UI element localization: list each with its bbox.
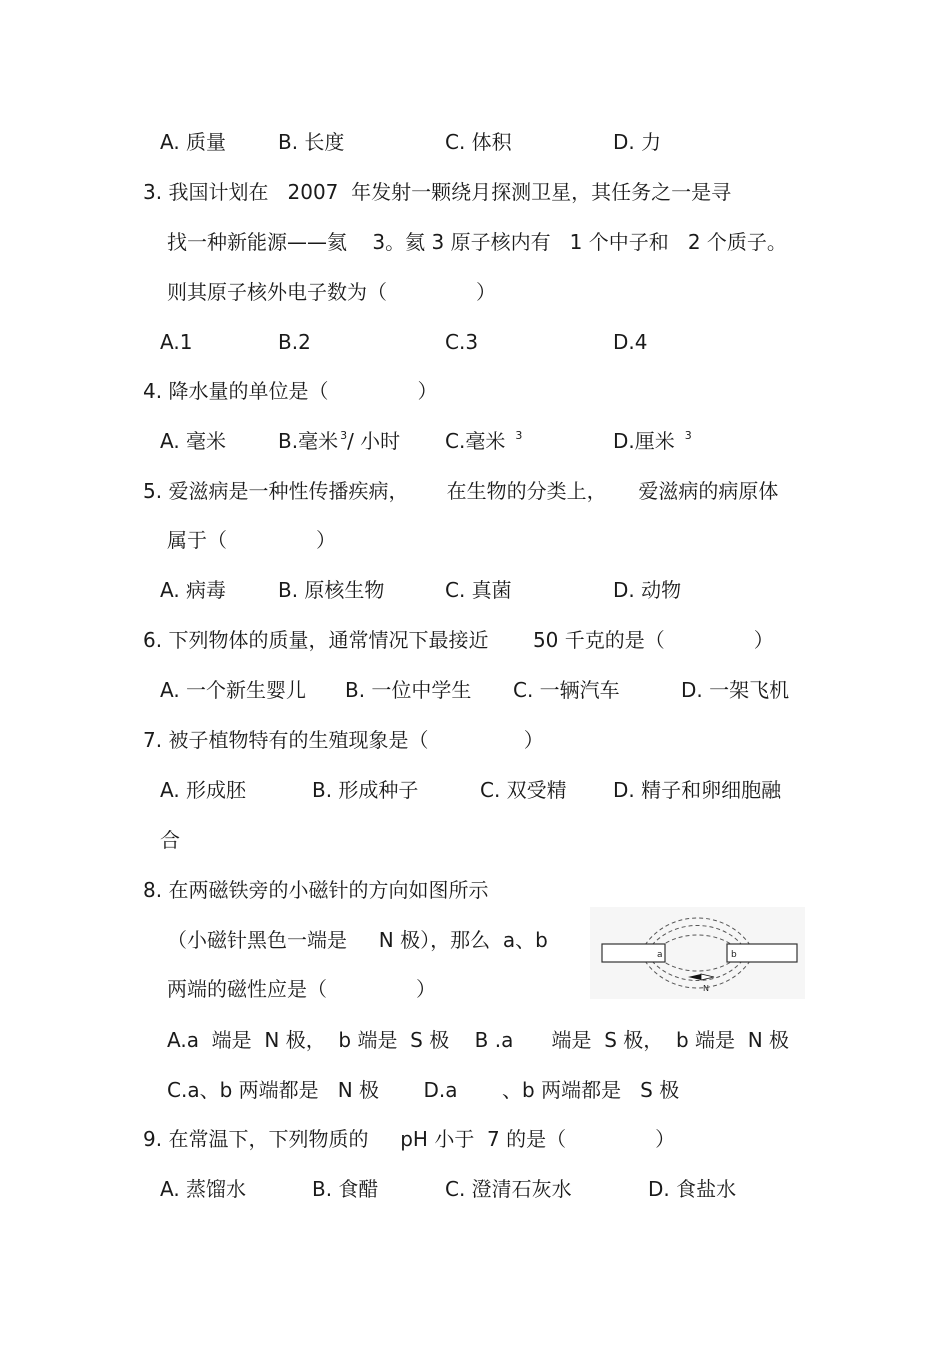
q7-option-a: A. 形成胚 xyxy=(160,778,247,802)
q2-option-b: B. 长度 xyxy=(278,130,345,154)
q4-option-c-text: C.毫米 xyxy=(445,429,506,453)
q7-stem: 7. 被子植物特有的生殖现象是（ ） xyxy=(143,728,544,752)
q5-stem-line1: 5. 爱滋病是一种性传播疾病， 在生物的分类上， 爱滋病的病原体 xyxy=(143,479,779,503)
q3-option-b: B.2 xyxy=(278,330,311,354)
label-n: N xyxy=(703,984,709,993)
q5-option-a: A. 病毒 xyxy=(160,578,227,602)
q3-stem-line2: 找一种新能源——氦 3。氦 3 原子核内有 1 个中子和 2 个质子。 xyxy=(167,230,787,254)
q4-option-a: A. 毫米 xyxy=(160,429,227,453)
left-magnet xyxy=(602,944,665,962)
label-a: a xyxy=(657,950,663,960)
q4-option-d xyxy=(613,429,692,457)
q3-option-d: D.4 xyxy=(613,330,648,354)
q5-stem-line2: 属于（ ） xyxy=(167,528,337,552)
q6-option-a: A. 一个新生婴儿 xyxy=(160,678,307,702)
q2-option-d: D. 力 xyxy=(613,130,662,154)
q4-option-b xyxy=(278,429,400,457)
q5-option-c: C. 真菌 xyxy=(445,578,512,602)
q7-option-c: C. 双受精 xyxy=(480,778,567,802)
q9-option-a: A. 蒸馏水 xyxy=(160,1177,247,1201)
q3-option-a: A.1 xyxy=(160,330,193,354)
q4-option-d-text: D.厘米 xyxy=(613,429,675,453)
q6-stem: 6. 下列物体的质量，通常情况下最接近 50 千克的是（ ） xyxy=(143,628,774,652)
q6-option-b: B. 一位中学生 xyxy=(345,678,472,702)
q4-stem: 4. 降水量的单位是（ ） xyxy=(143,379,438,403)
q8-stem-line3: 两端的磁性应是（ ） xyxy=(167,977,437,1001)
q8-stem-line2: （小磁针黑色一端是 N 极），那么 a、b xyxy=(167,928,548,952)
q9-option-d: D. 食盐水 xyxy=(648,1177,737,1201)
q8-options-ab: A.a 端是 N 极， b 端是 S 极 B .a 端是 S 极， b 端是 N 极 xyxy=(167,1028,790,1052)
q4-option-b-sup: 3 xyxy=(340,429,348,442)
q4-option-b-text: B.毫米 xyxy=(278,429,339,453)
q4-option-c xyxy=(445,429,522,457)
q9-option-b: B. 食醋 xyxy=(312,1177,379,1201)
q5-option-d: D. 动物 xyxy=(613,578,682,602)
q8-options-cd: C.a、b 两端都是 N 极 D.a 、b 两端都是 S 极 xyxy=(167,1078,680,1102)
label-b: b xyxy=(731,950,737,960)
q6-option-c: C. 一辆汽车 xyxy=(513,678,620,702)
q7-option-b: B. 形成种子 xyxy=(312,778,419,802)
q8-stem-line1: 8. 在两磁铁旁的小磁针的方向如图所示 xyxy=(143,878,489,902)
q4-option-b-suffix: / 小时 xyxy=(347,429,401,453)
q9-option-c: C. 澄清石灰水 xyxy=(445,1177,572,1201)
q6-option-d: D. 一架飞机 xyxy=(681,678,790,702)
q7-option-d: D. 精子和卵细胞融 xyxy=(613,778,782,802)
q4-option-c-sup: 3 xyxy=(515,429,523,442)
q2-option-c: C. 体积 xyxy=(445,130,512,154)
q9-stem: 9. 在常温下，下列物质的 pH 小于 7 的是（ ） xyxy=(143,1127,676,1151)
q3-option-c: C.3 xyxy=(445,330,479,354)
right-magnet xyxy=(727,944,797,962)
q7-option-d-continuation: 合 xyxy=(160,828,180,852)
q3-stem-line3: 则其原子核外电子数为（ ） xyxy=(167,280,497,304)
magnet-figure xyxy=(590,907,805,999)
q3-stem-line1: 3. 我国计划在 2007 年发射一颗绕月探测卫星，其任务之一是寻 xyxy=(143,180,732,204)
q4-option-d-sup: 3 xyxy=(684,429,692,442)
q2-option-a: A. 质量 xyxy=(160,130,227,154)
q5-option-b: B. 原核生物 xyxy=(278,578,385,602)
